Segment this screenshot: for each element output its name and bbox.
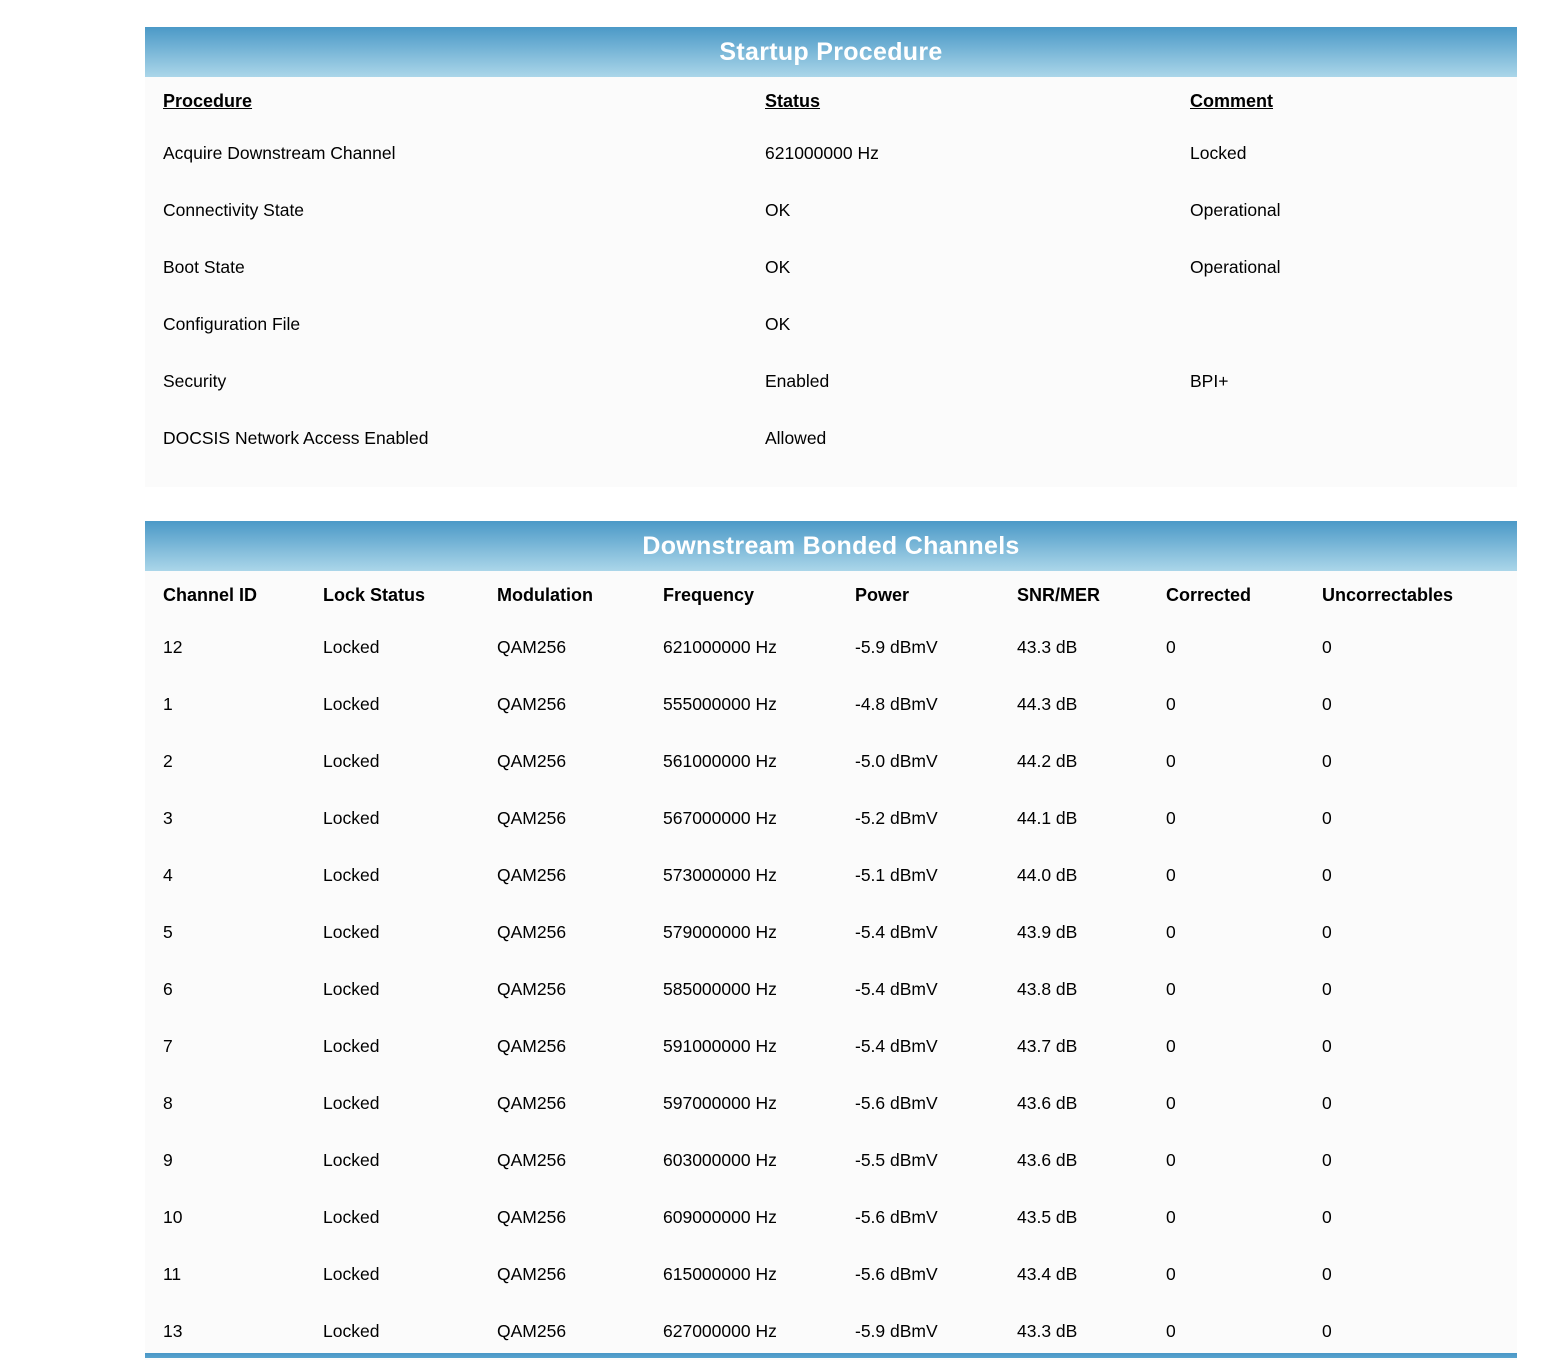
table-cell: 0 — [1166, 694, 1176, 714]
table-cell: 43.9 dB — [1017, 922, 1078, 942]
table-cell: 1 — [163, 694, 173, 714]
table-row — [145, 676, 1517, 733]
table-cell: 0 — [1166, 1264, 1176, 1284]
table-cell: 0 — [1166, 865, 1176, 885]
table-row — [145, 733, 1517, 790]
startup-procedure-section — [145, 27, 1517, 487]
table-cell: -5.6 dBmV — [855, 1264, 938, 1284]
table-cell: 627000000 Hz — [663, 1321, 777, 1341]
startup-procedure-table-body — [145, 77, 1517, 487]
table-cell: Locked — [323, 1321, 380, 1341]
table-row — [145, 239, 1517, 296]
column-header: Procedure — [163, 90, 253, 111]
column-header: Modulation — [497, 584, 593, 605]
table-cell: QAM256 — [497, 922, 567, 942]
table-cell: 561000000 Hz — [663, 751, 777, 771]
table-row — [145, 353, 1517, 410]
table-cell: -5.0 dBmV — [855, 751, 938, 771]
table-cell: Locked — [323, 865, 380, 885]
table-cell: 0 — [1322, 1093, 1332, 1113]
table-row — [145, 961, 1517, 1018]
table-cell — [1190, 410, 1517, 467]
table-cell: 603000000 Hz — [663, 1150, 777, 1170]
table-cell: 43.8 dB — [1017, 979, 1078, 999]
table-cell: Locked — [323, 1036, 380, 1056]
table-cell: -5.9 dBmV — [855, 1321, 938, 1341]
table-row — [145, 1303, 1517, 1360]
table-cell: 567000000 Hz — [663, 808, 777, 828]
table-cell: 0 — [1322, 808, 1332, 828]
table-cell: QAM256 — [497, 1150, 567, 1170]
table-cell: QAM256 — [497, 694, 567, 714]
table-cell: 2 — [163, 751, 173, 771]
table-row — [145, 1075, 1517, 1132]
table-cell: 0 — [1322, 1150, 1332, 1170]
table-row — [145, 410, 1517, 467]
next-section-header-sliver — [145, 1353, 1517, 1358]
column-header: Lock Status — [323, 584, 426, 605]
table-cell: QAM256 — [497, 1036, 567, 1056]
table-cell: OK — [765, 200, 791, 220]
table-cell: 13 — [163, 1321, 183, 1341]
table-cell: Operational — [1190, 257, 1281, 277]
table-cell: Locked — [323, 922, 380, 942]
table-cell: 44.2 dB — [1017, 751, 1078, 771]
table-cell: 3 — [163, 808, 173, 828]
startup-header-row — [145, 77, 1517, 125]
table-cell: 573000000 Hz — [663, 865, 777, 885]
table-cell: Operational — [1190, 200, 1281, 220]
table-row — [145, 1018, 1517, 1075]
table-cell: 43.7 dB — [1017, 1036, 1078, 1056]
table-cell: Locked — [1190, 143, 1247, 163]
table-cell — [1190, 296, 1517, 353]
table-cell: 44.1 dB — [1017, 808, 1078, 828]
table-cell: 555000000 Hz — [663, 694, 777, 714]
table-cell: Locked — [323, 637, 380, 657]
table-cell: 11 — [163, 1264, 182, 1284]
table-cell: 9 — [163, 1150, 173, 1170]
table-row — [145, 904, 1517, 961]
column-header: Comment — [1190, 90, 1274, 111]
table-cell: 8 — [163, 1093, 173, 1113]
table-cell: 621000000 Hz — [663, 637, 777, 657]
column-header: Power — [855, 584, 910, 605]
table-cell: 579000000 Hz — [663, 922, 777, 942]
table-cell: Allowed — [765, 428, 827, 448]
table-row — [145, 619, 1517, 676]
table-row — [145, 125, 1517, 182]
downstream-channels-table — [145, 571, 1517, 1360]
startup-procedure-title: Startup Procedure — [719, 37, 943, 66]
table-cell: Security — [163, 371, 227, 391]
table-cell: 0 — [1166, 922, 1176, 942]
table-row — [145, 847, 1517, 904]
table-cell: 0 — [1322, 1264, 1332, 1284]
column-header: Status — [765, 90, 821, 111]
table-cell: QAM256 — [497, 637, 567, 657]
table-cell: QAM256 — [497, 865, 567, 885]
table-cell: Locked — [323, 808, 380, 828]
table-cell: OK — [765, 257, 791, 277]
table-cell: -4.8 dBmV — [855, 694, 938, 714]
table-cell: Configuration File — [163, 314, 301, 334]
table-cell: 0 — [1322, 865, 1332, 885]
table-cell: 10 — [163, 1207, 183, 1227]
table-cell: 43.6 dB — [1017, 1093, 1078, 1113]
table-cell: 591000000 Hz — [663, 1036, 777, 1056]
table-cell: 12 — [163, 637, 183, 657]
table-cell: -5.6 dBmV — [855, 1207, 938, 1227]
table-cell: 0 — [1322, 1036, 1332, 1056]
table-cell: 0 — [1322, 979, 1332, 999]
startup-procedure-table — [145, 77, 1517, 467]
column-header: Uncorrectables — [1322, 584, 1454, 605]
table-cell: Locked — [323, 694, 380, 714]
table-cell: Locked — [323, 1207, 380, 1227]
table-cell: 7 — [163, 1036, 173, 1056]
table-cell: 0 — [1322, 751, 1332, 771]
table-cell: 44.3 dB — [1017, 694, 1078, 714]
table-cell: Acquire Downstream Channel — [163, 143, 396, 163]
table-row — [145, 790, 1517, 847]
table-row — [145, 182, 1517, 239]
table-cell: -5.4 dBmV — [855, 979, 938, 999]
downstream-channels-header-bar — [145, 521, 1517, 571]
table-cell: QAM256 — [497, 1321, 567, 1341]
table-cell: 43.4 dB — [1017, 1264, 1078, 1284]
table-cell: QAM256 — [497, 1264, 567, 1284]
table-row — [145, 296, 1517, 353]
table-cell: 0 — [1166, 1036, 1176, 1056]
table-cell: 615000000 Hz — [663, 1264, 777, 1284]
table-cell: 6 — [163, 979, 173, 999]
table-cell: 5 — [163, 922, 173, 942]
table-cell: 43.6 dB — [1017, 1150, 1078, 1170]
table-cell: 43.3 dB — [1017, 637, 1078, 657]
downstream-channels-title: Downstream Bonded Channels — [642, 531, 1020, 560]
table-cell: -5.4 dBmV — [855, 1036, 938, 1056]
table-cell: BPI+ — [1190, 371, 1229, 391]
startup-rows — [145, 125, 1517, 467]
table-cell: QAM256 — [497, 808, 567, 828]
table-cell: Locked — [323, 1093, 380, 1113]
table-row — [145, 1132, 1517, 1189]
table-cell: 43.5 dB — [1017, 1207, 1078, 1227]
table-cell: QAM256 — [497, 751, 567, 771]
table-cell: DOCSIS Network Access Enabled — [163, 428, 429, 448]
table-cell: 0 — [1322, 1207, 1332, 1227]
table-cell: 0 — [1322, 922, 1332, 942]
table-cell: 44.0 dB — [1017, 865, 1078, 885]
table-cell: QAM256 — [497, 979, 567, 999]
table-cell: 43.3 dB — [1017, 1321, 1078, 1341]
table-cell: QAM256 — [497, 1207, 567, 1227]
table-cell: -5.1 dBmV — [855, 865, 938, 885]
table-cell: 585000000 Hz — [663, 979, 777, 999]
table-cell: 609000000 Hz — [663, 1207, 777, 1227]
table-cell: 0 — [1166, 1093, 1176, 1113]
table-cell: Boot State — [163, 257, 245, 277]
table-cell: 0 — [1166, 808, 1176, 828]
downstream-header-row — [145, 571, 1517, 619]
table-cell: 0 — [1166, 1207, 1176, 1227]
downstream-channels-table-body — [145, 571, 1517, 1360]
table-cell: 0 — [1166, 637, 1176, 657]
table-cell: 0 — [1322, 637, 1332, 657]
table-cell: OK — [765, 314, 791, 334]
column-header: SNR/MER — [1017, 584, 1101, 605]
table-row — [145, 1246, 1517, 1303]
table-cell: Locked — [323, 751, 380, 771]
column-header: Corrected — [1166, 584, 1252, 605]
table-cell: -5.4 dBmV — [855, 922, 938, 942]
table-cell: Connectivity State — [163, 200, 305, 220]
table-cell: 597000000 Hz — [663, 1093, 777, 1113]
table-cell: -5.9 dBmV — [855, 637, 938, 657]
table-cell: QAM256 — [497, 1093, 567, 1113]
downstream-bonded-channels-section — [145, 521, 1517, 1360]
table-cell: -5.5 dBmV — [855, 1150, 938, 1170]
table-cell: Locked — [323, 979, 380, 999]
table-cell: 0 — [1322, 694, 1332, 714]
table-cell: Enabled — [765, 371, 830, 391]
startup-procedure-header-bar — [145, 27, 1517, 77]
table-cell: 0 — [1166, 979, 1176, 999]
downstream-rows — [145, 619, 1517, 1360]
table-cell: Locked — [323, 1264, 380, 1284]
table-cell: 0 — [1166, 751, 1176, 771]
table-cell: 4 — [163, 865, 173, 885]
table-cell: -5.2 dBmV — [855, 808, 938, 828]
table-cell: 0 — [1166, 1150, 1176, 1170]
table-row — [145, 1189, 1517, 1246]
column-header: Channel ID — [163, 584, 258, 605]
table-cell: -5.6 dBmV — [855, 1093, 938, 1113]
table-cell: Locked — [323, 1150, 380, 1170]
table-cell: 621000000 Hz — [765, 143, 879, 163]
table-cell: 0 — [1322, 1321, 1332, 1341]
table-cell: 0 — [1166, 1321, 1176, 1341]
column-header: Frequency — [663, 584, 755, 605]
